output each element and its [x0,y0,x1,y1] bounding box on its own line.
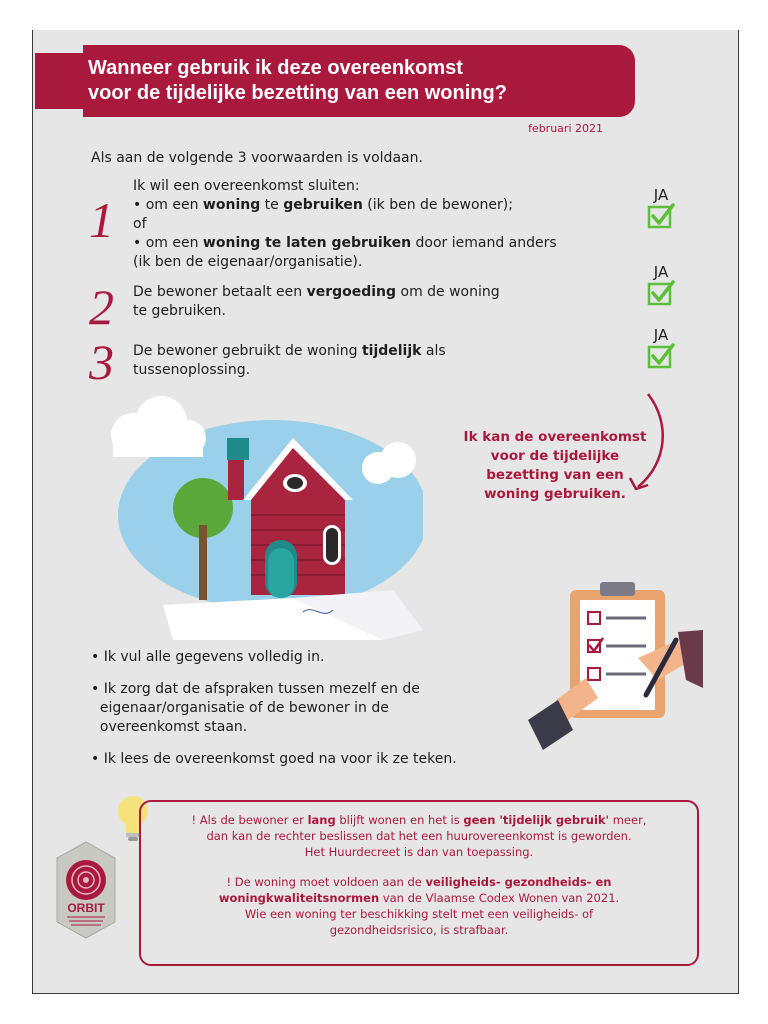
note-text: Het Huurdecreet is dan van toepassing. [304,845,534,859]
condition-2-bold: vergoeding [306,284,397,300]
list-item-line: • Ik zorg dat de afspraken tussen mezelf en de [91,681,420,697]
instruction-list [91,648,521,782]
note-text: meer, [609,813,647,827]
condition-1-line: • om een [133,197,203,213]
note-text: ! Als de bewoner er [191,813,308,827]
page-title [88,56,608,106]
condition-1-line: • om een [133,235,203,251]
note-text: van de Vlaamse Codex Wonen van 2021. [379,891,620,905]
check-yes-2 [643,265,679,306]
condition-1-line: Ik wil een overeenkomst sluiten: [133,178,360,194]
condition-number-1: 1 [89,192,114,248]
checkbox-icon [646,343,676,369]
condition-3-line: De bewoner gebruikt de woning [133,343,362,359]
title-line-2: voor de tijdelijke bezetting van een woning? [88,82,507,104]
check-yes-3 [643,328,679,369]
condition-1-line: of [133,216,147,232]
condition-2-line: om de woning [396,284,500,300]
note-bold: woningkwaliteitsnormen [218,891,380,905]
condition-1-bold: woning te laten gebruiken [202,235,412,251]
callout-line: woning gebruiken. [484,486,626,502]
intro-text: Als aan de volgende 3 voorwaarden is voldaan. [91,150,423,166]
condition-2-line: te gebruiken. [133,303,227,319]
condition-1-line: (ik ben de eigenaar/organisatie). [133,254,363,270]
result-callout [451,428,659,504]
document-page [32,30,739,994]
house-illustration [93,390,423,640]
condition-1-line: te [260,197,284,213]
condition-3-text [133,342,598,380]
callout-line: bezetting van een [486,467,624,483]
document-date: februari 2021 [528,122,603,135]
orbit-logo [55,840,117,940]
warning-note [139,800,699,966]
answer-ja-3: JA [653,326,669,344]
note-paragraph-2 [141,874,697,938]
condition-2-text [133,283,598,321]
checkbox-icon [646,280,676,306]
logo-name: ORBIT [67,901,105,915]
condition-3-line: als [421,343,446,359]
list-item-line: overeenkomst staan. [99,719,248,735]
note-bold: veiligheids- gezondheids- en [425,875,612,889]
note-bold: lang [307,813,336,827]
list-item [91,680,521,737]
answer-ja-2: JA [653,263,669,281]
list-item: • Ik vul alle gegevens volledig in. [91,649,325,665]
callout-line: Ik kan de overeenkomst [463,429,647,445]
note-text: blijft wonen en het is [335,813,464,827]
title-line-1: Wanneer gebruik ik deze overeenkomst [88,57,463,79]
condition-1-line: door iemand anders [411,235,557,251]
condition-1-bold: gebruiken [283,197,363,213]
condition-1-bold: woning [202,197,261,213]
note-paragraph-1 [141,812,697,860]
note-text: gezondheidsrisico, is strafbaar. [329,923,509,937]
condition-number-3: 3 [89,334,114,390]
condition-1-line: (ik ben de bewoner); [362,197,513,213]
condition-1-text [133,177,598,272]
list-item: • Ik lees de overeenkomst goed na voor ik ze teken. [91,751,457,767]
answer-ja-1: JA [653,186,669,204]
callout-line: voor de tijdelijke [490,448,620,464]
condition-3-bold: tijdelijk [361,343,422,359]
checkbox-icon [646,203,676,229]
note-text: dan kan de rechter beslissen dat het een huurovereenkomst is geworden. [206,829,632,843]
list-item-line: eigenaar/organisatie of de bewoner in de [99,700,389,716]
note-text: ! De woning moet voldoen aan de [226,875,426,889]
clipboard-illustration [528,570,708,760]
condition-number-2: 2 [89,279,114,335]
note-text: Wie een woning ter beschikking stelt met een veiligheids- of [244,907,594,921]
condition-3-line: tussenoplossing. [133,362,251,378]
check-yes-1 [643,188,679,229]
note-bold: geen 'tijdelijk gebruik' [463,813,610,827]
condition-2-line: De bewoner betaalt een [133,284,307,300]
